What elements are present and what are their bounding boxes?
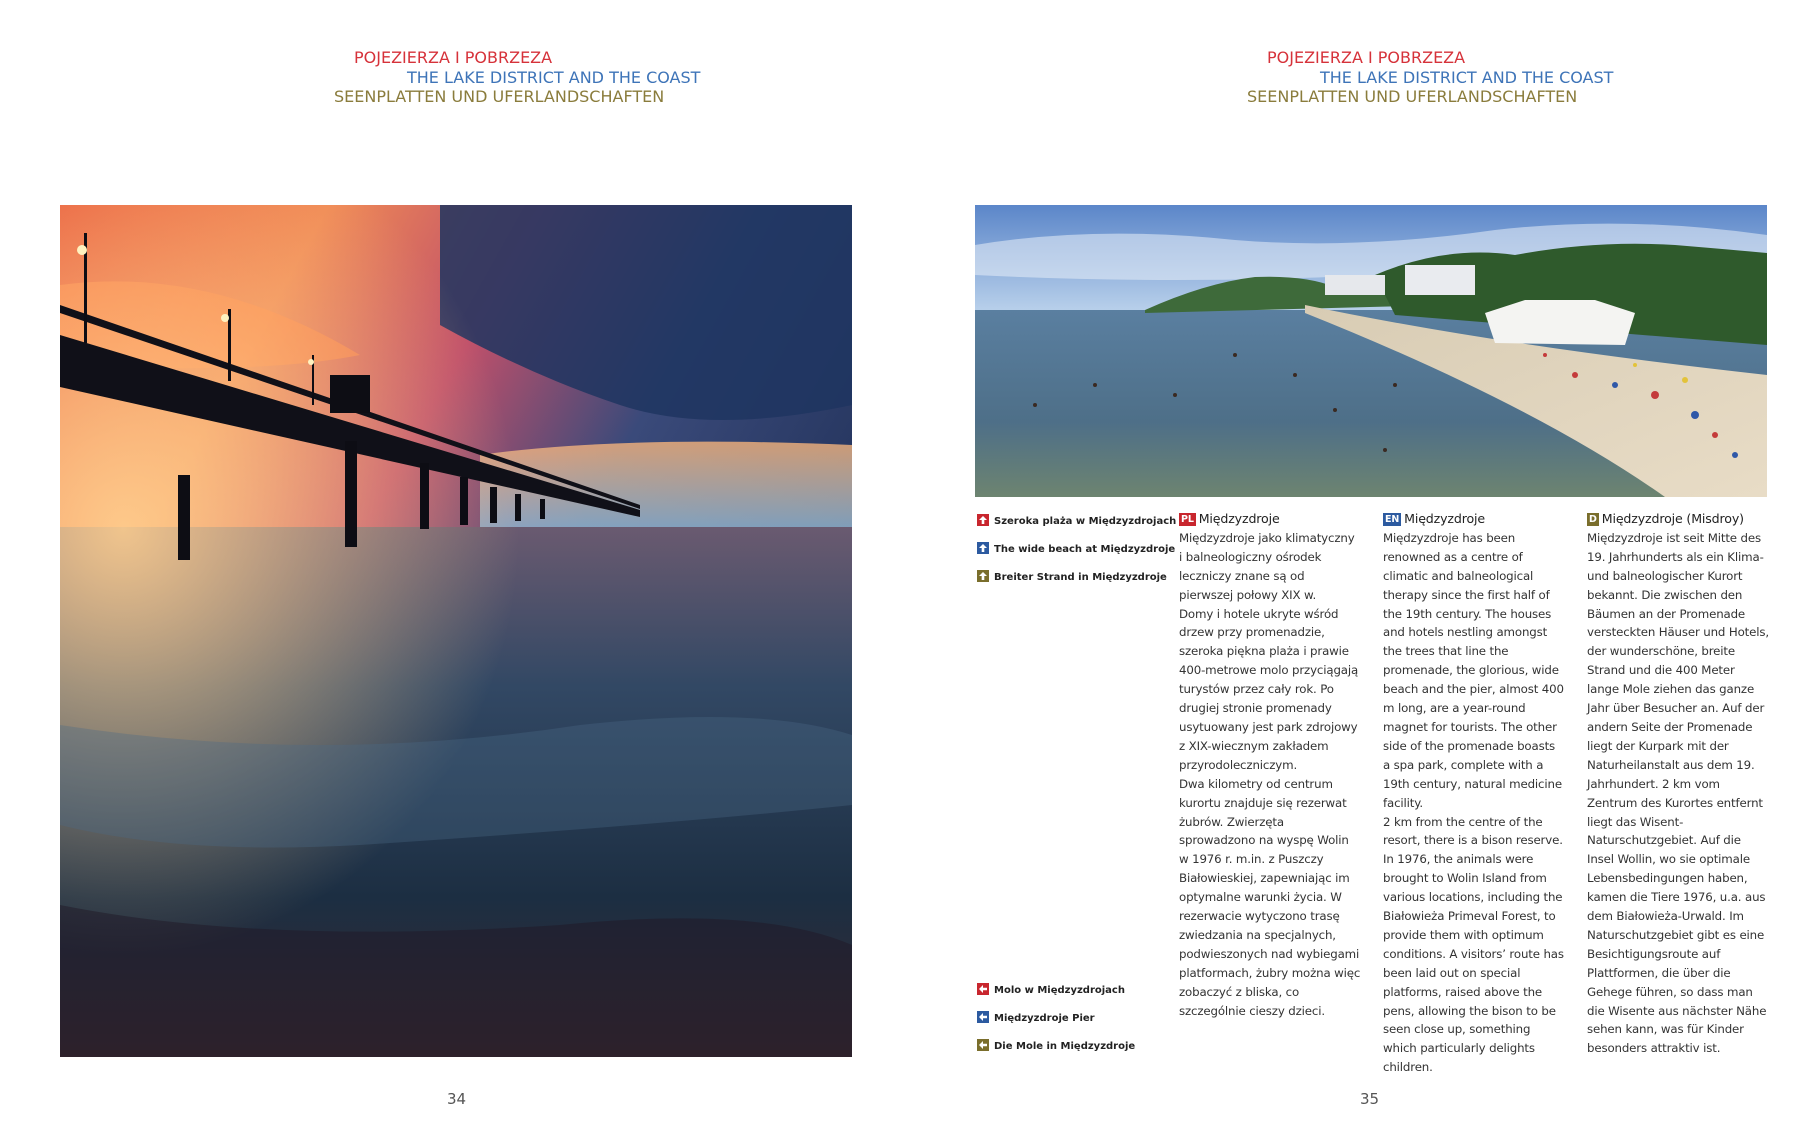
caption-beach-pl bbox=[977, 514, 1176, 530]
text-column-de bbox=[1587, 510, 1769, 1058]
arrow-left-icon bbox=[977, 1039, 989, 1051]
paragraph: Międzyzdroje ist seit Mitte des 19. Jahrhunderts als ein Klima- und balneologischer Kurort bekannt. Die zwischen den Bäumen an der Promenade versteckten Häuser und Hotels, der wunderschöne, breite Strand und die 400 Meter lange Mole ziehen das ganze Jahr über Besucher an. Auf der andern Seite der Promenade liegt der Kurpark mit der Naturheilanstalt aus dem 19. Jahrhundert. 2 km vom Zentrum des Kurortes entfernt liegt das Wisent-Naturschutzgebiet. Auf die Insel Wollin, wo sie optimale Lebensbedingungen haben, kamen die Tiere 1976, u.a. aus dem Białowieża-Urwald. Im Naturschutzgebiet gibt es eine Besichtigungsroute auf Plattformen, die über die Gehege führen, so dass man die Wisente aus nächster Nähe sehen kann, was für Kinder besonders attraktiv ist. bbox=[1587, 530, 1769, 1056]
arrow-up-icon bbox=[977, 570, 989, 582]
column-title: Międzyzdroje bbox=[1404, 511, 1485, 526]
header-pl: POJEZIERZA I POBRZEZA bbox=[1267, 48, 1466, 67]
arrow-left-icon bbox=[977, 983, 989, 995]
arrow-left-icon bbox=[977, 1011, 989, 1023]
caption-beach-en bbox=[977, 542, 1175, 558]
language-flag-pl: PL bbox=[1181, 514, 1194, 525]
paragraph: Międzyzdroje has been renowned as a centre of climatic and balneological therapy since the first half of the 19th century. The houses and hotels nestling amongst the trees that line the promenade, the glorious, wide beach and the pier, almost 400 m long, are a year-round magnet for tourists. The other side of the promenade boasts a spa park, complete with a 19th century, natural medicine facility. bbox=[1383, 530, 1564, 810]
page-number-left: 34 bbox=[447, 1090, 467, 1108]
text-column-en bbox=[1383, 510, 1565, 1077]
caption-text: Die Mole in Międzyzdroje bbox=[994, 1041, 1136, 1052]
running-header-left bbox=[334, 48, 734, 107]
page-number-right: 35 bbox=[1360, 1090, 1380, 1108]
paragraph: 2 km from the centre of the resort, there is a bison reserve. In 1976, the animals were brought to Wolin Island from various locations, including the Białowieża Primeval Forest, to provide them with optimum conditions. A visitors’ route has been laid out on special platforms, raised above the pens, allowing the bison to be seen close up, something which particularly delights children. bbox=[1383, 814, 1564, 1075]
arrow-up-icon bbox=[977, 514, 989, 526]
arrow-up-icon bbox=[977, 542, 989, 554]
column-title: Międzyzdroje (Misdroy) bbox=[1601, 511, 1744, 526]
caption-text: Szeroka plaża w Międzyzdrojach bbox=[994, 516, 1177, 527]
header-en: THE LAKE DISTRICT AND THE COAST bbox=[407, 67, 701, 87]
paragraph: Domy i hotele ukryte wśród drzew przy promenadzie, szeroka piękna plaża i prawie 400-metrowe molo przyciągają turystów przez cały rok. Po drugiej stronie promenady usytuowany jest park zdrojowy z XIX-wiecznym zakładem przyrodoleczniczym. bbox=[1179, 606, 1359, 772]
caption-text: Breiter Strand in Międzyzdroje bbox=[994, 572, 1167, 583]
paragraph: Międzyzdroje jako klimatyczny i balneologiczny ośrodek leczniczy znane są od pierwszej połowy XIX w. bbox=[1179, 530, 1355, 602]
caption-beach-de bbox=[977, 570, 1167, 586]
language-flag-en: EN bbox=[1385, 514, 1400, 525]
running-header-right bbox=[1247, 48, 1667, 107]
paragraph: Dwa kilometry od centrum kurortu znajduje się rezerwat żubrów. Zwierzęta sprowadzono na wyspę Wolin w 1976 r. m.in. z Puszczy Białowieskiej, zapewniając im optymalne warunki życia. W rezerwacie wytyczono trasę zwiedzania na specjalnych, podwieszonych nad wybiegami platformach, żubry można więc zobaczyć z bliska, co szczególnie cieszy dzieci. bbox=[1179, 776, 1361, 1018]
caption-pier-pl bbox=[977, 983, 1125, 999]
column-heading bbox=[1587, 510, 1769, 529]
header-pl: POJEZIERZA I POBRZEZA bbox=[354, 48, 553, 67]
header-de: SEENPLATTEN UND UFERLANDSCHAFTEN bbox=[1247, 87, 1578, 106]
beach-photo bbox=[975, 205, 1767, 497]
caption-pier-en bbox=[977, 1011, 1095, 1027]
caption-text: Międzyzdroje Pier bbox=[994, 1013, 1095, 1024]
column-title: Międzyzdroje bbox=[1198, 511, 1280, 526]
caption-pier-de bbox=[977, 1039, 1135, 1055]
header-en: THE LAKE DISTRICT AND THE COAST bbox=[1320, 67, 1614, 87]
pier-sunset-photo bbox=[60, 205, 852, 1057]
text-column-pl bbox=[1179, 510, 1361, 1020]
header-de: SEENPLATTEN UND UFERLANDSCHAFTEN bbox=[334, 87, 665, 106]
column-heading bbox=[1383, 510, 1565, 529]
caption-text: Molo w Międzyzdrojach bbox=[994, 985, 1125, 996]
caption-text: The wide beach at Międzyzdroje bbox=[994, 544, 1176, 555]
language-flag-de: D bbox=[1589, 514, 1597, 525]
column-heading bbox=[1179, 510, 1361, 529]
